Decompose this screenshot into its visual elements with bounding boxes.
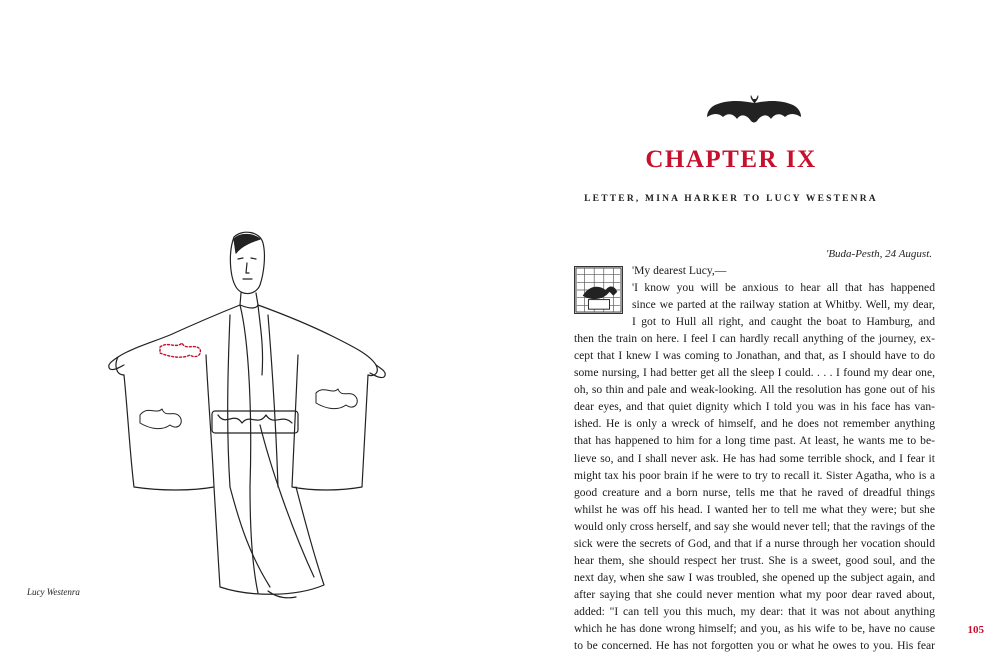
text-line: ished. He is only a wreck of himself, and he does not remember anything	[574, 417, 935, 431]
text-line: might tax his poor brain if he were to try to recall it. Sister Agatha, who is a	[574, 468, 935, 482]
letter-dateline: 'Buda-Pesth, 24 August.	[825, 248, 932, 260]
text-line: would only cross herself, and say she would never tell; that the ravings of the	[574, 519, 935, 533]
lucy-westenra-illustration	[100, 225, 400, 605]
letter-body	[574, 262, 935, 654]
text-line: 'My dearest Lucy,—	[632, 264, 727, 277]
text-line: I got to Hull all right, and caught the boat to Hamburg, and	[632, 315, 935, 329]
text-line: sick were the secrets of God, and that if a nurse through her vocation should	[574, 536, 935, 550]
text-line: whilst he was off his head. I wanted her to tell me what they were; but she	[574, 502, 935, 516]
text-line: good creature and a born nurse, tells me that he raved of dreadful things	[574, 485, 935, 499]
text-line: dear eyes, and that quiet dignity which I told you was in his face has van-	[574, 400, 935, 414]
right-page	[502, 0, 1004, 662]
chapter-subtitle: LETTER, MINA HARKER TO LUCY WESTENRA	[584, 194, 878, 204]
text-line: added: "I can tell you this much, my dear: that it was not about anything	[574, 604, 935, 618]
chapter-title: CHAPTER IX	[645, 146, 817, 173]
text-line: hear them, she should respect her trust. She is a sweet, good soul, and the	[574, 553, 935, 567]
text-line: after saying that she could never mention what my poor dear raved about,	[574, 587, 935, 601]
text-line: next day, when she saw I was troubled, she opened up the subject again, and	[574, 570, 935, 584]
text-line: that has happened to him for a long time past. At least, he wants me to be-	[574, 434, 935, 448]
text-line: since we parted at the railway station at Whitby. Well, my dear,	[632, 298, 935, 312]
text-line: to be concerned. He has not forgotten you or what he owes to you. His fear	[574, 639, 935, 653]
illustration-caption: Lucy Westenra	[27, 587, 80, 597]
bat-icon	[707, 95, 802, 131]
text-line: then the train on here. I feel I can hardly recall anything of the journey, ex-	[574, 332, 935, 346]
text-line: some nursing, I had better get all the sleep I could. . . . I found my dear one,	[574, 366, 935, 380]
text-line: which he has done wrong himself; and you, as his wife to be, have no cause	[574, 621, 935, 635]
text-line: cept that I knew I was coming to Jonathan, and that, as I should have to do	[574, 349, 935, 363]
text-line: oh, so thin and pale and weak-looking. All the resolution has gone out of his	[574, 383, 935, 397]
text-line: lieve so, and I shall never ask. He has had some terrible shock, and I fear it	[574, 451, 935, 465]
page-number: 105	[967, 624, 984, 636]
text-line: 'I know you will be anxious to hear all that has happened	[632, 281, 935, 295]
